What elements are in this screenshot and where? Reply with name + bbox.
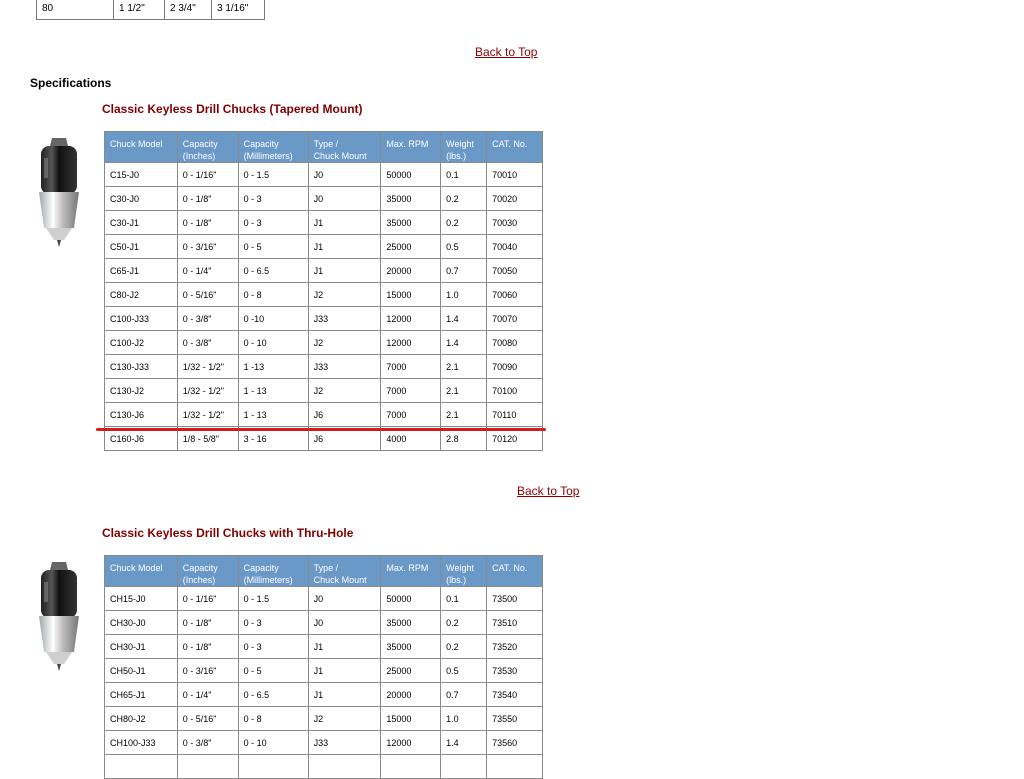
table-cell: 80 bbox=[37, 0, 114, 20]
table-row bbox=[105, 379, 543, 403]
column-header bbox=[381, 132, 441, 163]
table-title-thru-hole: Classic Keyless Drill Chucks with Thru-Hole bbox=[102, 526, 354, 540]
table-cell: 1/8 - 5/8" bbox=[177, 427, 238, 451]
table-cell: C100-J33 bbox=[105, 307, 178, 331]
table-cell bbox=[381, 755, 441, 779]
table-cell: 0 - 1.5 bbox=[238, 163, 308, 187]
table-cell: 0 - 1/8" bbox=[177, 635, 238, 659]
table-cell: 1.0 bbox=[441, 707, 487, 731]
drill-chuck-image bbox=[34, 136, 84, 253]
table-cell: 3 1/16" bbox=[212, 0, 265, 20]
back-to-top-link[interactable]: Back to Top bbox=[475, 45, 538, 59]
table-cell: C30-J0 bbox=[105, 187, 178, 211]
table-cell bbox=[308, 755, 381, 779]
table-cell: 0 - 6.5 bbox=[238, 259, 308, 283]
table-cell: 50000 bbox=[381, 163, 441, 187]
table-cell: 0.2 bbox=[441, 211, 487, 235]
table-cell: C130-J2 bbox=[105, 379, 178, 403]
table-title-tapered-mount: Classic Keyless Drill Chucks (Tapered Mount) bbox=[102, 102, 363, 116]
table-cell: 70030 bbox=[487, 211, 543, 235]
table-cell: 70120 bbox=[487, 427, 543, 451]
table-cell: CH100-J33 bbox=[105, 731, 178, 755]
column-header-text: (lbs.) bbox=[446, 575, 467, 585]
table-cell: C50-J1 bbox=[105, 235, 178, 259]
table-cell: 25000 bbox=[381, 659, 441, 683]
column-header-text: Type / bbox=[313, 139, 339, 149]
table-cell: 1.4 bbox=[441, 731, 487, 755]
table-cell: 0.7 bbox=[441, 259, 487, 283]
table-cell: 70020 bbox=[487, 187, 543, 211]
table-cell: 70110 bbox=[487, 403, 543, 427]
table-cell: 20000 bbox=[381, 259, 441, 283]
table-cell: 0 - 5 bbox=[238, 659, 308, 683]
table-cell: 1 - 13 bbox=[238, 403, 308, 427]
table-cell: J6 bbox=[308, 403, 381, 427]
table-row bbox=[105, 211, 543, 235]
table-cell: CH65-J1 bbox=[105, 683, 178, 707]
table-row bbox=[105, 755, 543, 779]
table-cell: CH15-J0 bbox=[105, 587, 178, 611]
table-cell: 0 - 10 bbox=[238, 731, 308, 755]
table-cell: CH80-J2 bbox=[105, 707, 178, 731]
column-header-text: Max. RPM bbox=[386, 139, 429, 149]
table-cell bbox=[441, 755, 487, 779]
table-cell: 73520 bbox=[487, 635, 543, 659]
table-cell: C130-J6 bbox=[105, 403, 178, 427]
table-cell: 73530 bbox=[487, 659, 543, 683]
table-cell: J2 bbox=[308, 379, 381, 403]
table-cell: 1.0 bbox=[441, 283, 487, 307]
table-cell: 0 - 1/16" bbox=[177, 163, 238, 187]
table-cell: J33 bbox=[308, 731, 381, 755]
table-cell: CH50-J1 bbox=[105, 659, 178, 683]
table-cell: 1.4 bbox=[441, 331, 487, 355]
column-header bbox=[177, 556, 238, 587]
table-cell: 0.2 bbox=[441, 187, 487, 211]
spec-table-tapered-mount bbox=[104, 131, 543, 451]
table-cell: 1/32 - 1/2" bbox=[177, 403, 238, 427]
table-cell: 73560 bbox=[487, 731, 543, 755]
table-cell: 73540 bbox=[487, 683, 543, 707]
column-header-text: Max. RPM bbox=[386, 563, 429, 573]
table-cell: 0.7 bbox=[441, 683, 487, 707]
table-cell: 0 - 3/16" bbox=[177, 235, 238, 259]
table-cell: 0 - 3 bbox=[238, 211, 308, 235]
column-header bbox=[238, 556, 308, 587]
column-header-text: Capacity bbox=[182, 139, 218, 149]
table-cell: 0 - 1/16" bbox=[177, 587, 238, 611]
table-row bbox=[105, 683, 543, 707]
table-cell: 12000 bbox=[381, 331, 441, 355]
table-cell: J1 bbox=[308, 659, 381, 683]
column-header-text: Capacity bbox=[182, 563, 218, 573]
table-cell: 15000 bbox=[381, 283, 441, 307]
annotation-underline bbox=[96, 428, 546, 431]
column-header bbox=[441, 556, 487, 587]
table-cell: C30-J1 bbox=[105, 211, 178, 235]
column-header bbox=[308, 556, 381, 587]
table-cell: 0 - 8 bbox=[238, 707, 308, 731]
table-cell: J1 bbox=[308, 211, 381, 235]
table-cell: 0 -10 bbox=[238, 307, 308, 331]
table-cell bbox=[238, 755, 308, 779]
table-row bbox=[37, 0, 265, 20]
table-cell: 0 - 5 bbox=[238, 235, 308, 259]
table-cell: 0 - 6.5 bbox=[238, 683, 308, 707]
table-cell: J1 bbox=[308, 235, 381, 259]
table-cell: 0 - 3/8" bbox=[177, 331, 238, 355]
column-header-text: Capacity bbox=[243, 139, 279, 149]
table-row bbox=[105, 659, 543, 683]
table-cell: J33 bbox=[308, 355, 381, 379]
table-cell: 0.5 bbox=[441, 235, 487, 259]
table-cell: 0 - 5/16" bbox=[177, 283, 238, 307]
table-row bbox=[105, 331, 543, 355]
table-cell: 2 3/4" bbox=[165, 0, 212, 20]
table-cell: 25000 bbox=[381, 235, 441, 259]
table-cell: 7000 bbox=[381, 355, 441, 379]
drill-chuck-image bbox=[34, 560, 84, 677]
column-header bbox=[105, 132, 178, 163]
table-cell: J0 bbox=[308, 587, 381, 611]
table-row bbox=[105, 235, 543, 259]
column-header-text: Chuck Model bbox=[110, 139, 163, 149]
table-cell: 35000 bbox=[381, 211, 441, 235]
table-cell: 70070 bbox=[487, 307, 543, 331]
table-cell: J0 bbox=[308, 163, 381, 187]
table-cell: 0 - 3/8" bbox=[177, 731, 238, 755]
table-row bbox=[105, 307, 543, 331]
table-cell: 2.1 bbox=[441, 355, 487, 379]
table-cell: C80-J2 bbox=[105, 283, 178, 307]
column-header-text: CAT. No. bbox=[492, 563, 528, 573]
column-header-text: Capacity bbox=[243, 563, 279, 573]
table-cell: 2.8 bbox=[441, 427, 487, 451]
table-cell: 0 - 5/16" bbox=[177, 707, 238, 731]
spec-table-thru-hole bbox=[104, 555, 543, 779]
column-header bbox=[177, 132, 238, 163]
table-cell: 0 - 8 bbox=[238, 283, 308, 307]
section-heading-specifications: Specifications bbox=[30, 76, 112, 90]
table-cell: 1.4 bbox=[441, 307, 487, 331]
table-cell: 35000 bbox=[381, 635, 441, 659]
table-cell bbox=[105, 755, 178, 779]
column-header-text: Weight bbox=[446, 139, 474, 149]
table-cell: 0 - 10 bbox=[238, 331, 308, 355]
table-cell: 35000 bbox=[381, 611, 441, 635]
column-header-text: (Millimeters) bbox=[243, 575, 293, 585]
table-cell: 0 - 1/8" bbox=[177, 211, 238, 235]
column-header bbox=[487, 556, 543, 587]
table-cell: C160-J6 bbox=[105, 427, 178, 451]
table-cell: J33 bbox=[308, 307, 381, 331]
column-header-text: (Millimeters) bbox=[243, 151, 293, 161]
table-cell: 0 - 1/4" bbox=[177, 259, 238, 283]
column-header bbox=[238, 132, 308, 163]
table-cell: C130-J33 bbox=[105, 355, 178, 379]
column-header-text: Weight bbox=[446, 563, 475, 573]
table-row bbox=[105, 403, 543, 427]
table-cell: J0 bbox=[308, 187, 381, 211]
table-cell bbox=[487, 755, 543, 779]
table-cell bbox=[177, 755, 238, 779]
table-row bbox=[105, 355, 543, 379]
column-header bbox=[105, 556, 178, 587]
column-header-text: Chuck Mount bbox=[313, 575, 367, 585]
table-cell: C65-J1 bbox=[105, 259, 178, 283]
column-header-text: CAT. No. bbox=[492, 139, 528, 149]
table-row bbox=[105, 187, 543, 211]
table-cell: 1 - 13 bbox=[238, 379, 308, 403]
table-cell: 70080 bbox=[487, 331, 543, 355]
table-cell: 35000 bbox=[381, 187, 441, 211]
table-row bbox=[105, 259, 543, 283]
table-row bbox=[105, 611, 543, 635]
table-cell: 12000 bbox=[381, 307, 441, 331]
size-table-partial bbox=[36, 0, 265, 20]
table-cell: 70060 bbox=[487, 283, 543, 307]
table-cell: 70010 bbox=[487, 163, 543, 187]
table-cell: CH30-J0 bbox=[105, 611, 178, 635]
back-to-top-link[interactable]: Back to Top bbox=[517, 484, 580, 498]
table-cell: 7000 bbox=[381, 403, 441, 427]
table-cell: 70040 bbox=[487, 235, 543, 259]
table-cell: 4000 bbox=[381, 427, 441, 451]
column-header bbox=[381, 556, 441, 587]
column-header bbox=[441, 132, 487, 163]
table-cell: 0 - 3 bbox=[238, 611, 308, 635]
column-header bbox=[308, 132, 381, 163]
table-cell: J2 bbox=[308, 331, 381, 355]
table-cell: J0 bbox=[308, 611, 381, 635]
table-cell: C15-J0 bbox=[105, 163, 178, 187]
table-cell: 0.5 bbox=[441, 659, 487, 683]
table-row bbox=[105, 163, 543, 187]
table-cell: 3 - 16 bbox=[238, 427, 308, 451]
table-row bbox=[105, 283, 543, 307]
table-cell: J1 bbox=[308, 259, 381, 283]
table-cell: 0 - 1/8" bbox=[177, 187, 238, 211]
table-cell: 50000 bbox=[381, 587, 441, 611]
table-cell: J1 bbox=[308, 635, 381, 659]
column-header-text: Chuck Mount bbox=[313, 151, 367, 161]
table-cell: 0 - 1/8" bbox=[177, 611, 238, 635]
table-cell: 0.1 bbox=[441, 163, 487, 187]
table-cell: J2 bbox=[308, 283, 381, 307]
table-cell: J2 bbox=[308, 707, 381, 731]
table-row bbox=[105, 707, 543, 731]
column-header-text: (lbs.) bbox=[446, 151, 467, 161]
table-cell: 20000 bbox=[381, 683, 441, 707]
table-cell: 1/32 - 1/2" bbox=[177, 379, 238, 403]
table-cell: 1/32 - 1/2" bbox=[177, 355, 238, 379]
table-cell: 70090 bbox=[487, 355, 543, 379]
table-cell: 0 - 1.5 bbox=[238, 587, 308, 611]
column-header bbox=[487, 132, 543, 163]
column-header-text: (Inches) bbox=[182, 575, 216, 585]
table-cell: C100-J2 bbox=[105, 331, 178, 355]
column-header-text: Chuck Model bbox=[110, 563, 163, 573]
table-cell: 1 1/2" bbox=[114, 0, 165, 20]
table-cell: 0 - 1/4" bbox=[177, 683, 238, 707]
table-cell: 1 -13 bbox=[238, 355, 308, 379]
table-cell: 0.2 bbox=[441, 611, 487, 635]
table-cell: J1 bbox=[308, 683, 381, 707]
table-cell: 2.1 bbox=[441, 379, 487, 403]
table-cell: 0 - 3 bbox=[238, 635, 308, 659]
table-cell: 12000 bbox=[381, 731, 441, 755]
table-cell: 70100 bbox=[487, 379, 543, 403]
table-row bbox=[105, 587, 543, 611]
table-cell: 15000 bbox=[381, 707, 441, 731]
table-cell: 73500 bbox=[487, 587, 543, 611]
table-cell: 0 - 3/16" bbox=[177, 659, 238, 683]
column-header-text: Type / bbox=[313, 563, 339, 573]
table-row bbox=[105, 731, 543, 755]
table-cell: 70050 bbox=[487, 259, 543, 283]
table-row bbox=[105, 635, 543, 659]
table-cell: 73510 bbox=[487, 611, 543, 635]
table-cell: CH30-J1 bbox=[105, 635, 178, 659]
table-cell: 73550 bbox=[487, 707, 543, 731]
table-cell: 0 - 3 bbox=[238, 187, 308, 211]
column-header-text: (Inches) bbox=[182, 151, 216, 161]
table-cell: 0 - 3/8" bbox=[177, 307, 238, 331]
table-cell: 0.1 bbox=[441, 587, 487, 611]
table-cell: J6 bbox=[308, 427, 381, 451]
table-cell: 7000 bbox=[381, 379, 441, 403]
table-cell: 0.2 bbox=[441, 635, 487, 659]
table-cell: 2.1 bbox=[441, 403, 487, 427]
